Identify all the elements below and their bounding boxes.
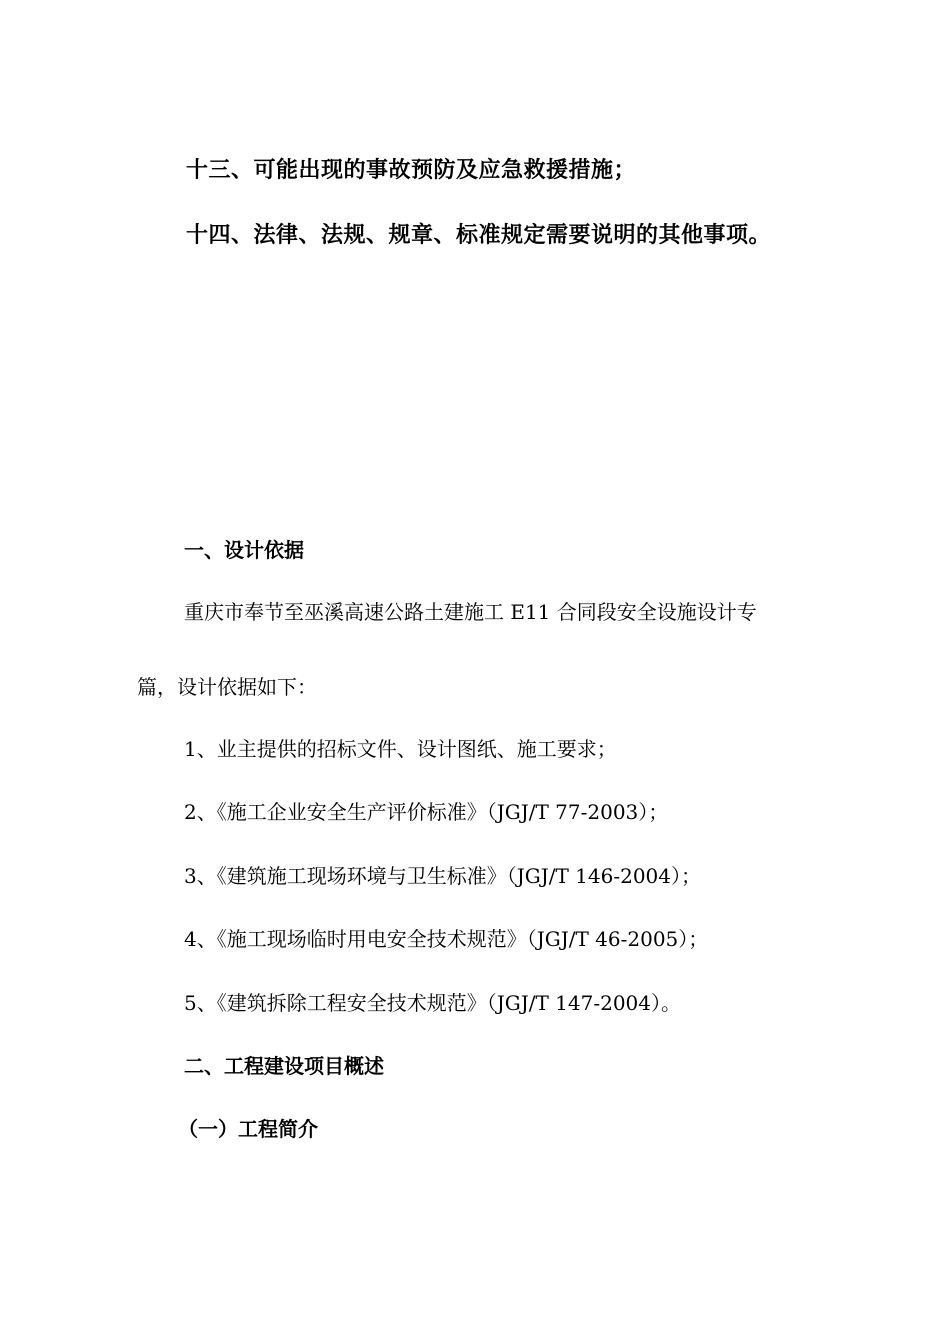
design-basis-item-1: 1、业主提供的招标文件、设计图纸、施工要求； bbox=[184, 737, 617, 761]
section-design-basis-heading: 一、设计依据 bbox=[184, 538, 304, 562]
design-basis-item-5: 5、《建筑拆除工程安全技术规范》（JGJ/T 147-2004）。 bbox=[184, 991, 682, 1015]
design-basis-item-2: 2、《施工企业安全生产评价标准》（JGJ/T 77-2003）； bbox=[184, 800, 669, 824]
design-basis-item-4: 4、《施工现场临时用电安全技术规范》（JGJ/T 46-2005）； bbox=[184, 927, 709, 951]
item-fourteen-heading: 十四、法律、法规、规章、标准规定需要说明的其他事项。 bbox=[186, 223, 772, 248]
section-project-overview-heading: 二、工程建设项目概述 bbox=[184, 1054, 384, 1078]
design-basis-intro-line-1: 重庆市奉节至巫溪高速公路土建施工 E11 合同段安全设施设计专 bbox=[184, 600, 757, 624]
item-thirteen-heading: 十三、可能出现的事故预防及应急救援措施； bbox=[186, 158, 637, 183]
project-introduction-subheading: （一）工程简介 bbox=[178, 1117, 318, 1141]
design-basis-intro-line-2: 篇，设计依据如下： bbox=[137, 675, 317, 699]
design-basis-item-3: 3、《建筑施工现场环境与卫生标准》（JGJ/T 146-2004）； bbox=[184, 864, 702, 888]
